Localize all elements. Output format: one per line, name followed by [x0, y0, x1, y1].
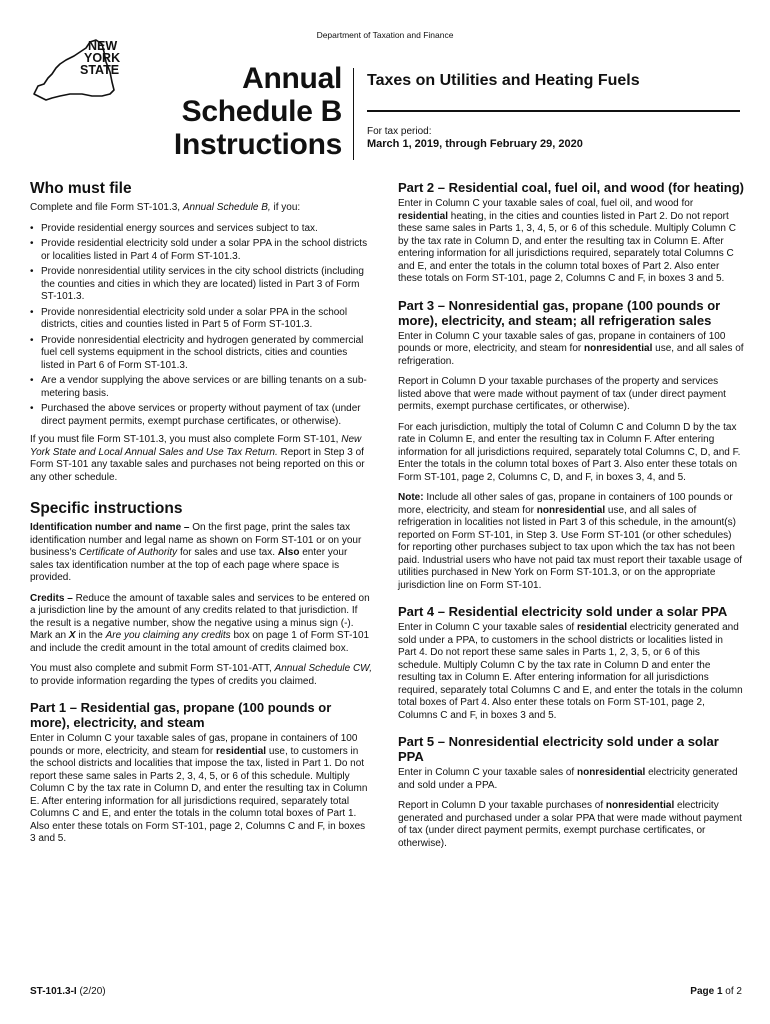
list-item: • Provide residential energy sources and services subject to tax.: [30, 223, 372, 236]
part4-heading: Part 4 – Residential electricity sold under a solar PPA: [398, 604, 728, 619]
page-title: [150, 62, 342, 161]
new-york-state-logo: [30, 34, 140, 106]
part1-paragraph: Enter in Column C your taxable sales of gas, propane in containers of 100 pounds or more, electricity, and steam for residential use, to customers in the school districts and localities that impose the tax, listed in Part 1. Do not report these same sales in Parts 2, 3, 4, 5, or 6 of this schedule. Multiply Column C by the tax rate in Column D, and enter the resulting tax in Column E. After entering information for all jurisdictions required, separately total Columns C and E, and enter the totals in the column total boxes of Part 1. Also enter these totals on Form ST-101, page 2, Columns C and F, in boxes 3 and 5.: [30, 733, 368, 844]
subtitle: Taxes on Utilities and Heating Fuels: [367, 72, 640, 89]
note-paragraph: Note: Include all other sales of gas, propane in containers of 100 pounds or more, electricity, and steam for nonresidential use, and all sales of refrigeration in localities not listed in Part 3 of this schedule, in the amount(s) reported on Form ST-101, in Step 3. Use Form ST-101 (or other schedules) for reporting other purchases subject to tax upon which the tax has not been paid. Industrial users who have not paid tax must report their taxable usage of utilities purchased in New York on Form ST-101.3, or on the appropriate jurisdiction line on Form ST-101.: [398, 492, 743, 591]
svg-text:STATE: STATE: [80, 63, 120, 77]
list-item: • Purchased the above services or property without payment of tax (under direct payment permits, exempt purchase certificates, or otherwise).: [30, 403, 372, 428]
right-column: [398, 180, 744, 858]
part1-heading: Part 1 – Residential gas, propane (100 pounds or more), electricity, and steam: [30, 700, 332, 730]
list-item: • Provide residential electricity sold under a solar PPA in the school districts or localities listed in Part 4 of Form ST-101.3.: [30, 238, 372, 263]
att-paragraph: You must also complete and submit Form ST-101-ATT, Annual Schedule CW, to provide information regarding the types of credits you claimed.: [30, 663, 373, 687]
tax-period: March 1, 2019, through February 29, 2020: [367, 138, 583, 150]
list-item: • Provide nonresidential electricity sold under a solar PPA in the school districts, cities and counties listed in Part 5 of Form ST-101.3.: [30, 307, 372, 332]
specific-instructions-heading: Specific instructions: [30, 500, 183, 517]
credits-paragraph: Credits – Reduce the amount of taxable sales and services to be entered on a jurisdiction line by the amount of any credits related to that jurisdiction. If the result is a negative number, show the negative using a minus sign (-). Mark an X in the Are you claiming any credits box on page 1 of Form ST-101 and include the credit amount in the total amount of credits claimed box.: [30, 592, 370, 654]
part5-paragraph: Enter in Column C your taxable sales of nonresidential electricity generated and sold under a PPA.: [398, 767, 738, 791]
part2-paragraph: Enter in Column C your taxable sales of coal, fuel oil, and wood for residential heating, in the cities and counties listed in Part 2. Do not report these same sales in Parts 1, 3, 4, 5, or 6 of this schedule. Multiply Column C by the tax rate in Column D, and enter the resulting tax in Column E. After entering information for all jurisdictions required, separately total Columns C and E, and enter the totals in the column total boxes of Part 2. Also enter these totals on Form ST-101, page 2, Columns C and F, in boxes 3 and 5.: [398, 198, 736, 284]
list-item: • Provide nonresidential electricity and hydrogen generated by commercial fuel cell systems equipment in the school districts, cities and counties listed in Part 6 of Form ST-101.3.: [30, 335, 372, 373]
part4-paragraph: Enter in Column C your taxable sales of residential electricity generated and sold under a PPA, to customers in the school districts or localities listed in Part 4. Do not report these same sales in Parts 1, 2, 3, 5, or 6 of this schedule. Multiply Column C by the tax rate in Column D and enter the resulting tax in Column E. After entering information for all jurisdictions required, separately total Columns C and E, and enter the totals in the column total boxes of Part 4. Also enter these totals on Form ST-101, page 2, Columns C and F, in boxes 3 and 5.: [398, 622, 743, 721]
must-file-paragraph: If you must file Form ST-101.3, you must also complete Form ST-101, New York State and Local Annual Sales and Use Tax Return. Report in Step 3 of Form ST-101 any taxable sales and purchases not being reported on this or any other schedule.: [30, 434, 365, 483]
part5-report-paragraph: Report in Column D your taxable purchases of nonresidential electricity generated and purchased under a solar PPA that were made without payment of tax (under direct payment permits, exempt purchase certificates, or otherwise).: [398, 800, 742, 849]
tax-period-label: For tax period:: [367, 126, 432, 137]
svg-text:NEW: NEW: [88, 39, 118, 53]
part2-heading: Part 2 – Residential coal, fuel oil, and wood (for heating): [398, 180, 744, 195]
title-line-3: Instructions: [173, 128, 342, 161]
list-item: • Provide nonresidential utility services in the city school districts (including the counties and cities in which they are located) listed in Part 3 of Form ST-101.3.: [30, 266, 372, 304]
part3-report-paragraph: Report in Column D your taxable purchases of the property and services listed above that were made without payment of tax (under direct payment permits, exempt purchase certificates, or otherwise).: [398, 376, 726, 412]
who-intro: Complete and file Form ST-101.3, Annual Schedule B, if you:: [30, 202, 301, 213]
page-number: Page 1 of 2: [690, 986, 742, 997]
who-bullets: [30, 223, 372, 429]
identification-paragraph: Identification number and name – On the first page, print the sales tax identification number and legal name as shown on Form ST-101 or on your business's Certificate of Authority for sales and use tax. Also enter your sales tax identification number at the top of each page where space is provided.: [30, 522, 362, 583]
title-line-2: Schedule B: [181, 95, 342, 128]
form-number: ST-101.3-I (2/20): [30, 986, 106, 997]
department-header: Department of Taxation and Finance: [316, 30, 454, 40]
who-must-file-heading: Who must file: [30, 180, 132, 197]
svg-text:YORK: YORK: [84, 51, 121, 65]
part3-heading: Part 3 – Nonresidential gas, propane (100 pounds or more), electricity, and steam; all refrigeration sales: [398, 297, 721, 328]
title-line-1: Annual: [242, 62, 342, 95]
part5-heading: Part 5 – Nonresidential electricity sold under a solar PPA: [398, 734, 719, 764]
title-divider: [353, 68, 354, 160]
subtitle-rule: [367, 110, 740, 112]
part3-paragraph: Enter in Column C your taxable sales of gas, propane in containers of 100 pounds or more, electricity, and steam for nonresidential use, and all sales of refrigeration.: [398, 330, 744, 367]
part3-jurisdiction-paragraph: For each jurisdiction, multiply the total of Column C and Column D by the tax rate in Column E, and enter the resulting tax in Column F. After entering information for all jurisdictions required, separately total Columns C, D, and F. Enter the totals in the column total boxes of Part 3. Also enter these totals on Form ST-101, page 2, Columns C, D, and F, in boxes 3, 4, and 5.: [398, 421, 741, 483]
list-item: • Are a vendor supplying the above services or are billing tenants on a sub-metering basis.: [30, 375, 372, 400]
left-column: [30, 180, 372, 854]
